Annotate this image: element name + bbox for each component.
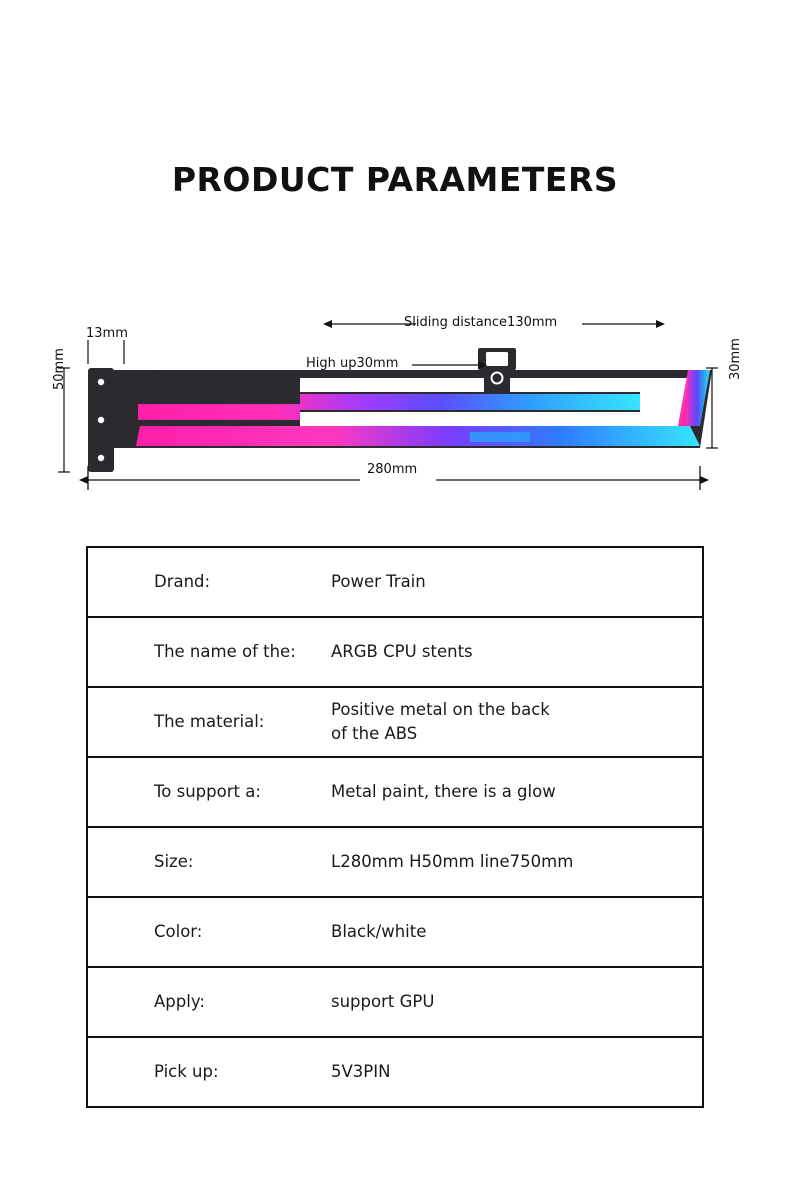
spec-label: Apply: [154, 992, 205, 1012]
spec-value [309, 757, 703, 827]
dim-label-right-height: 30mm [728, 338, 743, 380]
table-row [87, 1037, 703, 1107]
spec-value [309, 687, 703, 757]
table-row [87, 687, 703, 757]
table-row [87, 757, 703, 827]
spec-value-line: 5V3PIN [331, 1062, 391, 1082]
dim-13mm [88, 340, 124, 364]
spec-value-line: ARGB CPU stents [331, 642, 473, 662]
table-row [87, 617, 703, 687]
bracket-mount-plate [88, 368, 114, 472]
spec-value [309, 547, 703, 617]
spec-label: Size: [154, 852, 194, 872]
spec-value [309, 827, 703, 897]
table-row [87, 547, 703, 617]
spec-value-line: Positive metal on the back [331, 700, 550, 720]
dim-label-sliding-distance: Sliding distance130mm [404, 315, 558, 330]
spec-label: To support a: [154, 782, 261, 802]
spec-value [309, 1037, 703, 1107]
spec-label: The name of the: [154, 642, 296, 662]
spec-value-line: Black/white [331, 922, 427, 942]
dim-label-13mm: 13mm [86, 326, 128, 341]
spec-label: Color: [154, 922, 203, 942]
spec-value-line: Metal paint, there is a glow [331, 782, 556, 802]
spec-value [309, 967, 703, 1037]
spec-label: The material: [154, 712, 265, 732]
spec-value-line: Power Train [331, 572, 426, 592]
spec-value-line: support GPU [331, 992, 435, 1012]
dim-label-total-length: 280mm [367, 462, 418, 477]
spec-value-line: of the ABS [331, 724, 418, 743]
page-title: PRODUCT PARAMETERS [171, 160, 619, 199]
table-row [87, 827, 703, 897]
product-diagram [0, 300, 790, 500]
spec-value-line: L280mm H50mm line750mm [331, 852, 574, 872]
spec-label: Pick up: [154, 1062, 219, 1082]
spec-label: Drand: [154, 572, 211, 592]
spec-value [309, 617, 703, 687]
specification-table [86, 546, 704, 1108]
dim-label-high-up: High up30mm [306, 356, 399, 371]
table-row [87, 967, 703, 1037]
table-row [87, 897, 703, 967]
dim-label-left-height: 50mm [52, 348, 67, 390]
spec-value [309, 897, 703, 967]
